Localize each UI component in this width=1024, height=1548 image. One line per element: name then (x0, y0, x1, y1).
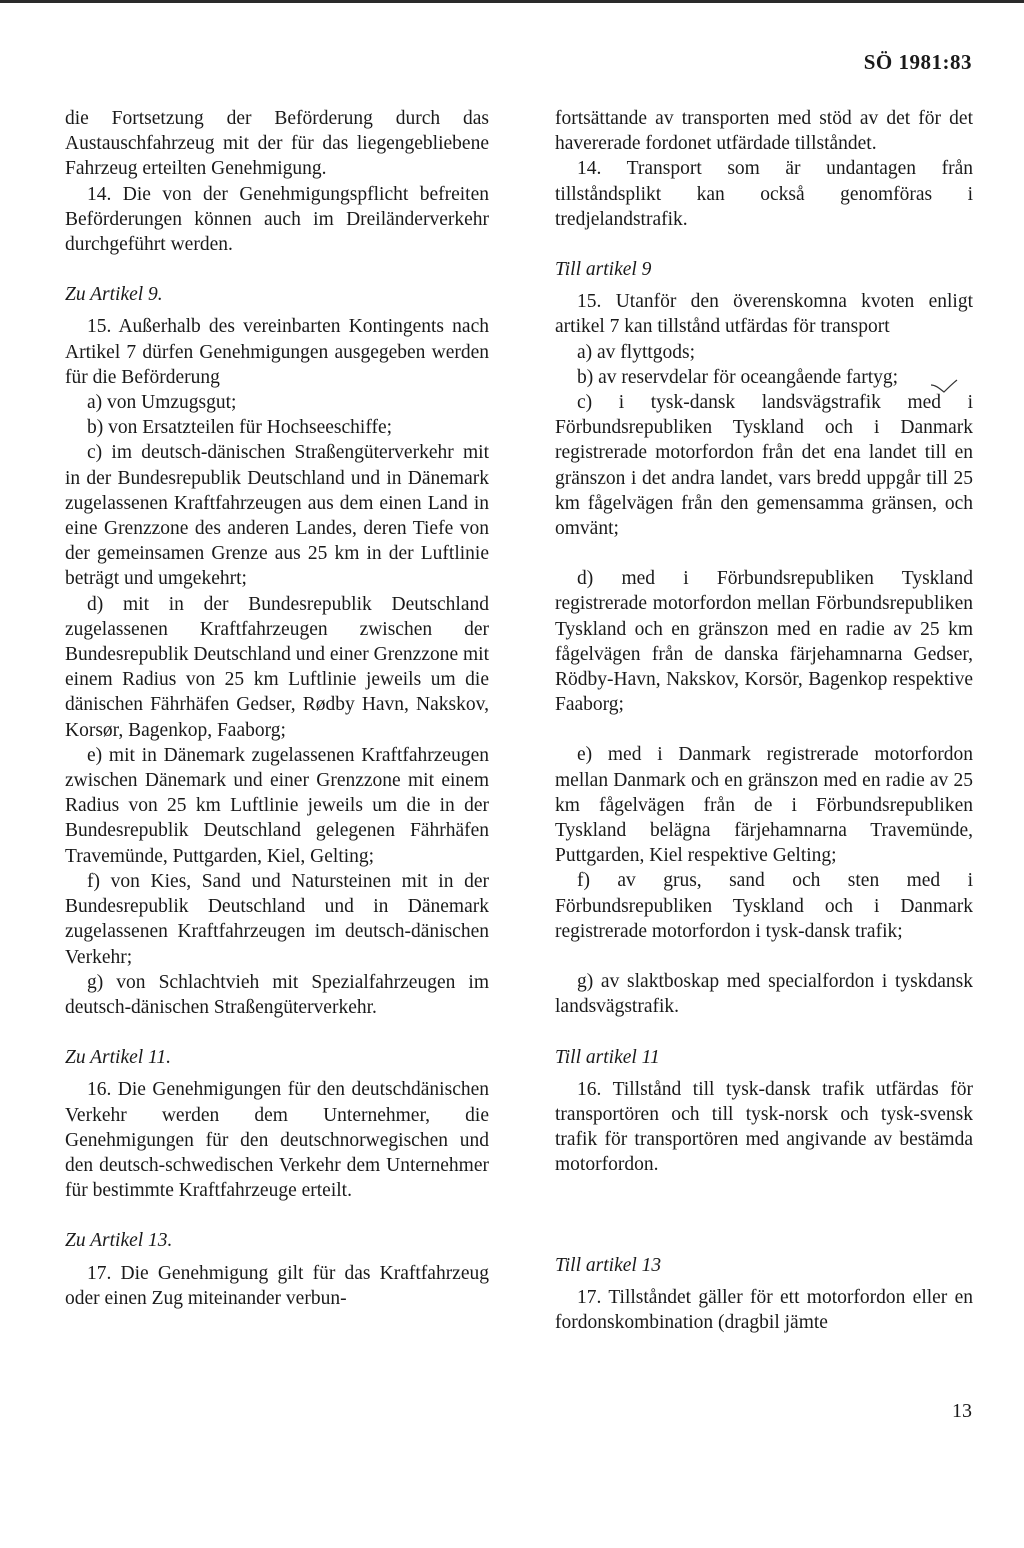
section-heading: Zu Artikel 11. (65, 1047, 171, 1069)
paragraph: 15. Außerhalb des vereinbarten Kontingents nach Artikel 7 dürfen Genehmigungen ausgegeben werden für die Beförderung (65, 316, 489, 388)
section-heading: Till artikel 11 (555, 1046, 660, 1068)
section-heading: Zu Artikel 13. (65, 1230, 173, 1252)
paragraph: a) av flyttgods; (577, 341, 696, 363)
paragraph: g) av slaktboskap med specialfordon i tyskdansk landsvägstrafik. (555, 971, 973, 1018)
paragraph: f) von Kies, Sand und Natursteinen mit in der Bundesrepublik Deutschland und in Dänemark zugelassenen Kraftfahrzeugen im deutsch-dänischen Verkehr; (65, 870, 489, 968)
paragraph: 17. Die Genehmigung gilt für das Kraftfahrzeug oder einen Zug miteinander verbun- (65, 1262, 489, 1309)
paragraph: die Fortsetzung der Beförderung durch das Austauschfahrzeug mit der für das liegengebliebene Fahrzeug erteilten Genehmigung. (65, 108, 489, 180)
section-heading: Zu Artikel 9. (65, 284, 163, 306)
paragraph: f) av grus, sand och sten med i Förbundsrepubliken Tyskland och i Danmark registrerade motorfordon i tysk-dansk trafik; (555, 870, 973, 942)
paragraph: 14. Die von der Genehmigungspflicht befreiten Beförderungen können auch im Dreiländerverkehr durchgeführt werden. (65, 183, 489, 256)
paragraph: 14. Transport som är undantagen från tillståndsplikt kan också genomföras i tredjelandstrafik. (555, 158, 973, 230)
paragraph: g) von Schlachtvieh mit Spezialfahrzeugen im deutsch-dänischen Straßengüterverkehr. (65, 971, 489, 1018)
paragraph: e) med i Danmark registrerade motorfordon mellan Danmark och en gränszon med en radie av 25 km fågelvägen från de i Förbundsrepubliken Tyskland belägna färjehamnarna Travemünde, Puttgarden, Kiel respektive Gelting; (555, 744, 973, 867)
document-reference: SÖ 1981:83 (863, 50, 972, 74)
top-edge-rule (0, 0, 1024, 3)
handwritten-check-mark-icon (930, 379, 958, 395)
paragraph: c) im deutsch-dänischen Straßengüterverkehr mit in der Bundesrepublik Deutschland und in Dänemark zugelassenen Kraftfahrzeugen aus dem einen Land in eine Grenzzone des anderen Landes, deren Tiefe von der gemeinsamen Grenze aus 25 km in der Luftlinie beträgt und umgekehrt; (65, 442, 489, 590)
paragraph: d) med i Förbundsrepubliken Tyskland registrerade motorfordon mellan Förbundsrepubliken Tyskland och en gränszon med en radie av 25 km fågelvägen från de danska färjehamnarna Gedser, Rödby-Havn, Nakskov, Korsör, Bagenkop respektive Faaborg; (555, 568, 973, 716)
paragraph: 16. Tillstånd till tysk-dansk trafik utfärdas för transportören och till tysk-norsk och tysk-svensk trafik för transportören med angivande av bestämda motorfordon. (555, 1078, 973, 1176)
paragraph: b) von Ersatzteilen für Hochseeschiffe; (87, 417, 393, 439)
paragraph: fortsättande av transporten med stöd av det för det havererade fordonet utfärdade tillståndet. (555, 108, 973, 155)
paragraph: e) mit in Dänemark zugelassenen Kraftfahrzeugen zwischen Dänemark und einer Grenzzone mit einem Radius von 25 km Luftlinie jeweils um die in der Bundesrepublik Deutschland gelegenen Fährhäfen Travemünde, Puttgarden, Kiel, Gelting; (65, 744, 489, 867)
paragraph: c) i tysk-dansk landsvägstrafik med i Förbundsrepubliken Tyskland och i Danmark registrerade motorfordon från det ena landet till en gränszon i det andra landet, vars bredd uppgår till 25 km fågelvägen från den gemensamma gränsen, och omvänt; (555, 392, 973, 540)
paragraph: 16. Die Genehmigungen für den deutschdänischen Verkehr werden dem Unternehmer, die Genehmigungen für den deutschnorwegischen und den deutsch-schwedischen Verkehr dem Unternehmer für bestimmte Kraftfahrzeuge erteilt. (65, 1079, 489, 1202)
paragraph: a) von Umzugsgut; (87, 392, 237, 414)
paragraph: b) av reservdelar för oceangående fartyg; (577, 366, 899, 388)
paragraph: d) mit in der Bundesrepublik Deutschland zugelassenen Kraftfahrzeugen zwischen der Bundesrepublik Deutschland und einer Grenzzone mit einem Radius von 25 km Luftlinie jeweils um die dänischen Fährhäfen Gedser, Rødby Havn, Nakskov, Korsør, Bagenkop, Faaborg; (65, 593, 490, 741)
section-heading: Till artikel 13 (555, 1254, 662, 1276)
page-number: 13 (952, 1400, 972, 1422)
paragraph: 17. Tillståndet gäller för ett motorfordon eller en fordonskombination (dragbil jämte (555, 1286, 973, 1333)
german-column (65, 106, 489, 1311)
paragraph: 15. Utanför den överenskomna kvoten enligt artikel 7 kan tillstånd utfärdas för transport (555, 291, 973, 338)
section-heading: Till artikel 9 (555, 259, 652, 281)
swedish-column (555, 106, 973, 1335)
